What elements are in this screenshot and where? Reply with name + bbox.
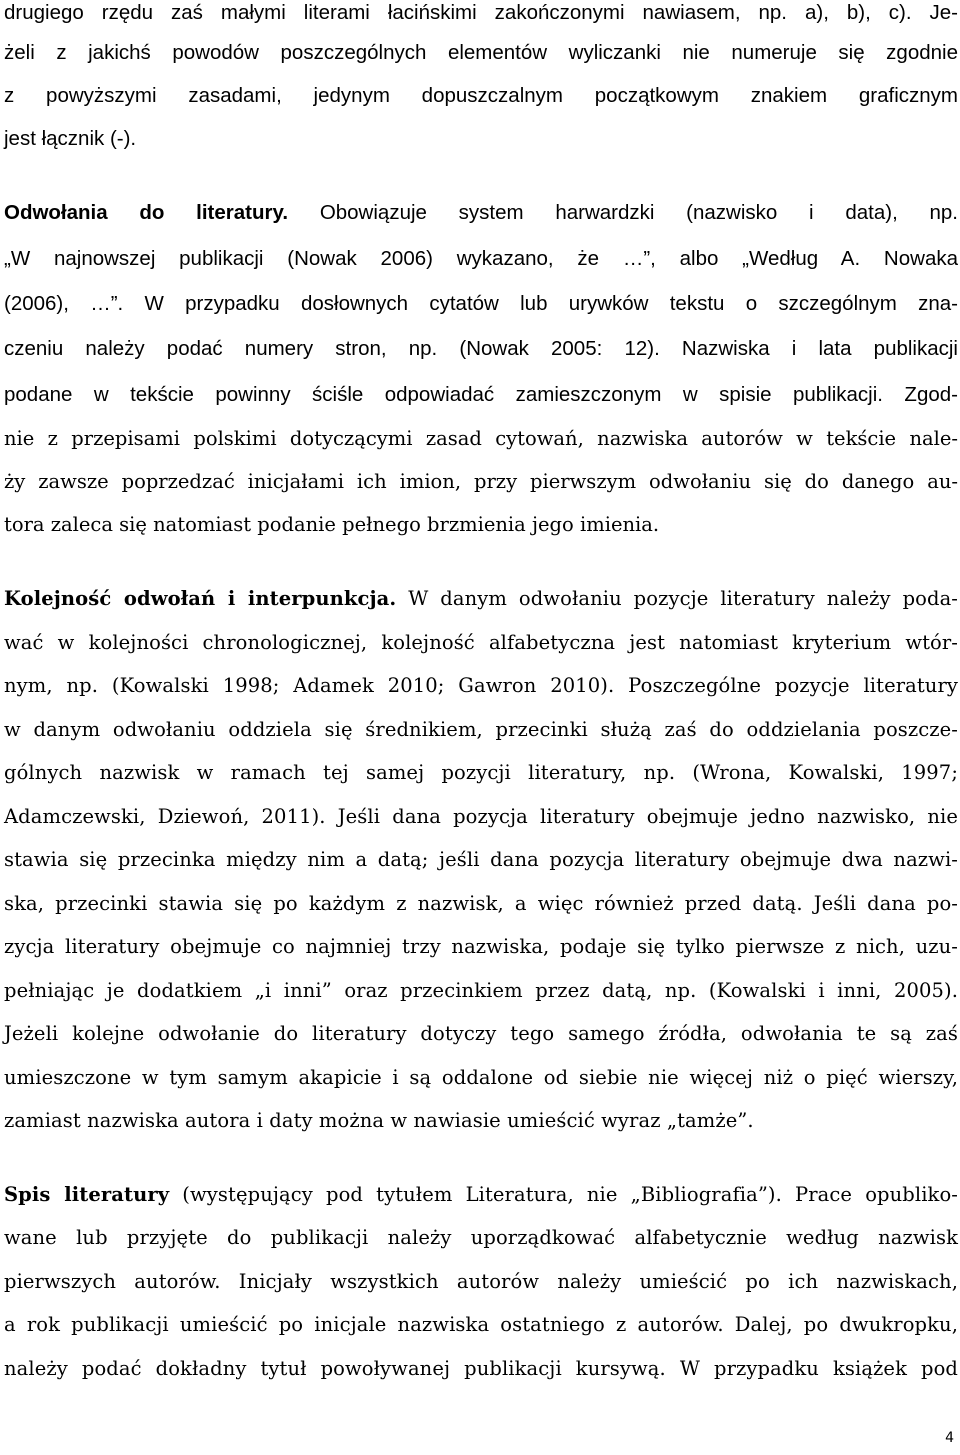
text-line: ska, przecinki stawia się po każdym z nazwisk, a więc również przed datą. Jeśli dana po-: [4, 892, 958, 915]
text-line: pełniając je dodatkiem „i inni” oraz przecinkiem przez datą, np. (Kowalski i inni, 2005).: [4, 979, 958, 1002]
text-line: „W najnowszej publikacji (Nowak 2006) wykazano, że …”, albo „Według A. Nowaka: [4, 247, 958, 270]
text-line: a rok publikacji umieścić po inicjale nazwiska ostatniego z autorów. Dalej, po dwukropku,: [4, 1313, 958, 1336]
text-line: Spis literatury (występujący pod tytułem Literatura, nie „Bibliografia”). Prace opubliko-: [4, 1183, 958, 1206]
text-line: umieszczone w tym samym akapicie i są oddalone od siebie nie więcej niż o pięć wierszy,: [4, 1066, 958, 1089]
text-line: Adamczewski, Dziewoń, 2011). Jeśli dana pozycja literatury obejmuje jedno nazwisko, nie: [4, 805, 958, 828]
text-line: tora zaleca się natomiast podanie pełnego brzmienia jego imienia.: [4, 513, 660, 536]
text-line: należy podać dokładny tytuł powoływanej publikacji kursywą. W przypadku książek pod: [4, 1357, 958, 1380]
section-heading: Kolejność odwołań i interpunkcja.: [4, 587, 397, 610]
text-line: w danym odwołaniu oddziela się średnikiem, przecinki służą zaś do oddzielania poszcze-: [4, 718, 958, 741]
text-line: drugiego rzędu zaś małymi literami łacińskimi zakończonymi nawiasem, np. a), b), c). Je-: [4, 1, 958, 24]
text-line: żeli z jakichś powodów poszczególnych elementów wyliczanki nie numeruje się zgodnie: [4, 41, 958, 64]
text-line: czeniu należy podać numery stron, np. (Nowak 2005: 12). Nazwiska i lata publikacji: [4, 337, 958, 360]
text-line: jest łącznik (-).: [4, 127, 137, 150]
text-line: wane lub przyjęte do publikacji należy uporządkować alfabetycznie według nazwisk: [4, 1226, 958, 1249]
text-line: nie z przepisami polskimi dotyczącymi zasad cytowań, nazwiska autorów w tekście nale-: [4, 427, 958, 450]
section-heading: Odwołania do literatury.: [4, 201, 289, 224]
text-line: zycja literatury obejmuje co najmniej trzy nazwiska, podaje się tylko pierwsze z nich, uzu-: [4, 935, 958, 958]
text-line: (2006), …”. W przypadku dosłownych cytatów lub urywków tekstu o szczególnym zna-: [4, 292, 958, 315]
text-line: zamiast nazwiska autora i daty można w nawiasie umieścić wyraz „tamże”.: [4, 1109, 754, 1132]
section-heading: Spis literatury: [4, 1183, 170, 1206]
text-line: stawia się przecinka między nim a datą; jeśli dana pozycja literatury obejmuje dwa nazwi-: [4, 848, 958, 871]
text-line: Odwołania do literatury. Obowiązuje system harwardzki (nazwisko i data), np.: [4, 201, 958, 224]
text-line: podane w tekście powinny ściśle odpowiadać zamieszczonym w spisie publikacji. Zgod-: [4, 383, 958, 406]
text-line: z powyższymi zasadami, jedynym dopuszczalnym początkowym znakiem graficznym: [4, 84, 958, 107]
text-line: ży zawsze poprzedzać inicjałami ich imion, przy pierwszym odwołaniu się do danego au-: [4, 470, 958, 493]
text-line: nym, np. (Kowalski 1998; Adamek 2010; Gawron 2010). Poszczególne pozycje literatury: [4, 674, 958, 697]
text-line: Jeżeli kolejne odwołanie do literatury dotyczy tego samego źródła, odwołania te są zaś: [4, 1022, 958, 1045]
page-number: 4: [945, 1430, 954, 1446]
text-line: gólnych nazwisk w ramach tej samej pozycji literatury, np. (Wrona, Kowalski, 1997;: [4, 761, 958, 784]
text-line: wać w kolejności chronologicznej, kolejność alfabetyczna jest natomiast kryterium wtór-: [4, 631, 958, 654]
text-line: pierwszych autorów. Inicjały wszystkich autorów należy umieścić po ich nazwiskach,: [4, 1270, 958, 1293]
text-line: Kolejność odwołań i interpunkcja. W danym odwołaniu pozycje literatury należy poda-: [4, 587, 958, 610]
